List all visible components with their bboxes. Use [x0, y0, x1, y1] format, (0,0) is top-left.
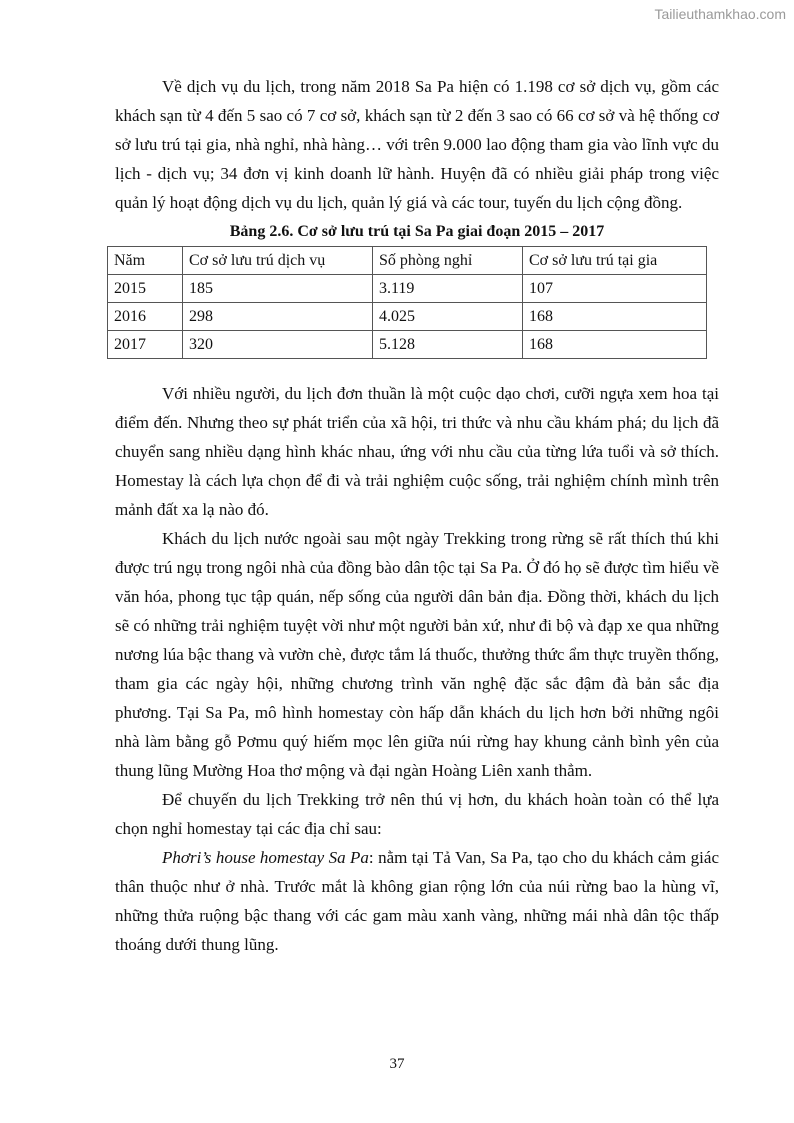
paragraph-tourism-services: Về dịch vụ du lịch, trong năm 2018 Sa Pa hiện có 1.198 cơ sở dịch vụ, gồm các khách sạn từ 4 đến 5 sao có 7 cơ sở, khách sạn từ 2 đến 3 sao có 66 cơ sở và hệ thống cơ sở lưu trú tại gia, nhà nghỉ, nhà hàng… với trên 9.000 lao động tham gia vào lĩnh vực du lịch - dịch vụ; 34 đơn vị kinh doanh lữ hành. Huyện đã có nhiều giải pháp trong việc quản lý hoạt động dịch vụ du lịch, quản lý giá và các tour, tuyến du lịch cộng đồng. [115, 77, 719, 212]
watermark: Tailieuthamkhao.com [654, 6, 786, 22]
table-cell: 2016 [108, 303, 183, 331]
table-row [108, 303, 707, 331]
header-cell-service-accommodation: Cơ sở lưu trú dịch vụ [183, 247, 373, 275]
table-row [108, 331, 707, 359]
table-cell: 320 [183, 331, 373, 359]
table-cell: 185 [183, 275, 373, 303]
table-cell: 107 [523, 275, 707, 303]
accommodation-table [107, 246, 707, 359]
table-cell: 4.025 [373, 303, 523, 331]
table-cell: 298 [183, 303, 373, 331]
homestay-name: Phơri’s house homestay Sa Pa [162, 848, 369, 867]
header-cell-year: Năm [108, 247, 183, 275]
table-caption: Bảng 2.6. Cơ sở lưu trú tại Sa Pa giai đoạn 2015 – 2017 [229, 223, 605, 240]
table-cell: 3.119 [373, 275, 523, 303]
table-cell: 2017 [108, 331, 183, 359]
page-content [115, 72, 719, 959]
paragraph-phori-house [115, 843, 719, 959]
paragraph-homestay-intro: Với nhiều người, du lịch đơn thuần là một cuộc dạo chơi, cưỡi ngựa xem hoa tại điểm đến. Nhưng theo sự phát triển của xã hội, tri thức và nhu cầu khám phá; du lịch đã chuyển sang nhiều dạng hình khác nhau, ứng với nhu cầu của từng lứa tuổi và sở thích. Homestay là cách lựa chọn để đi và trải nghiệm cuộc sống, trải nghiệm chính mình trên mảnh đất xa lạ nào đó. [115, 384, 719, 519]
table-header-row [108, 247, 707, 275]
table-cell: 168 [523, 331, 707, 359]
table-cell: 168 [523, 303, 707, 331]
header-cell-rooms: Số phòng nghỉ [373, 247, 523, 275]
paragraph-foreign-visitors: Khách du lịch nước ngoài sau một ngày Trekking trong rừng sẽ rất thích thú khi được trú ngụ trong ngôi nhà của đồng bào dân tộc tại Sa Pa. Ở đó họ sẽ được tìm hiểu về văn hóa, phong tục tập quán, nếp sống của người dân bản địa. Đồng thời, khách du lịch sẽ có những trải nghiệm tuyệt vời như một người bản xứ, như đi bộ và đạp xe qua những nương lúa bậc thang và vườn chè, được tắm lá thuốc, thưởng thức ẩm thực truyền thống, tham gia các ngày hội, những chương trình văn nghệ đặc sắc đậm đà bản sắc địa phương. Tại Sa Pa, mô hình homestay còn hấp dẫn khách du lịch hơn bởi những ngôi nhà làm bằng gỗ Pơmu quý hiếm mọc lên giữa núi rừng hay khung cảnh bình yên của thung lũng Mường Hoa thơ mộng và đại ngàn Hoàng Liên xanh thẳm. [115, 529, 719, 780]
page-number: 37 [389, 1056, 405, 1072]
table-cell: 2015 [108, 275, 183, 303]
header-cell-homestay: Cơ sở lưu trú tại gia [523, 247, 707, 275]
homestay-description: : nằm tại Tả Van, Sa Pa, tạo cho du khách cảm giác thân thuộc như ở nhà. Trước mắt là không gian rộng lớn của núi rừng bao la hùng vĩ, những thửa ruộng bậc thang với các gam màu xanh vàng, những mái nhà dân tộc thấp thoáng dưới thung lũng. [115, 848, 719, 954]
table-cell: 5.128 [373, 331, 523, 359]
table-row [108, 275, 707, 303]
paragraph-trekking-addresses: Để chuyến du lịch Trekking trở nên thú vị hơn, du khách hoàn toàn có thể lựa chọn nghỉ homestay tại các địa chỉ sau: [115, 790, 719, 838]
